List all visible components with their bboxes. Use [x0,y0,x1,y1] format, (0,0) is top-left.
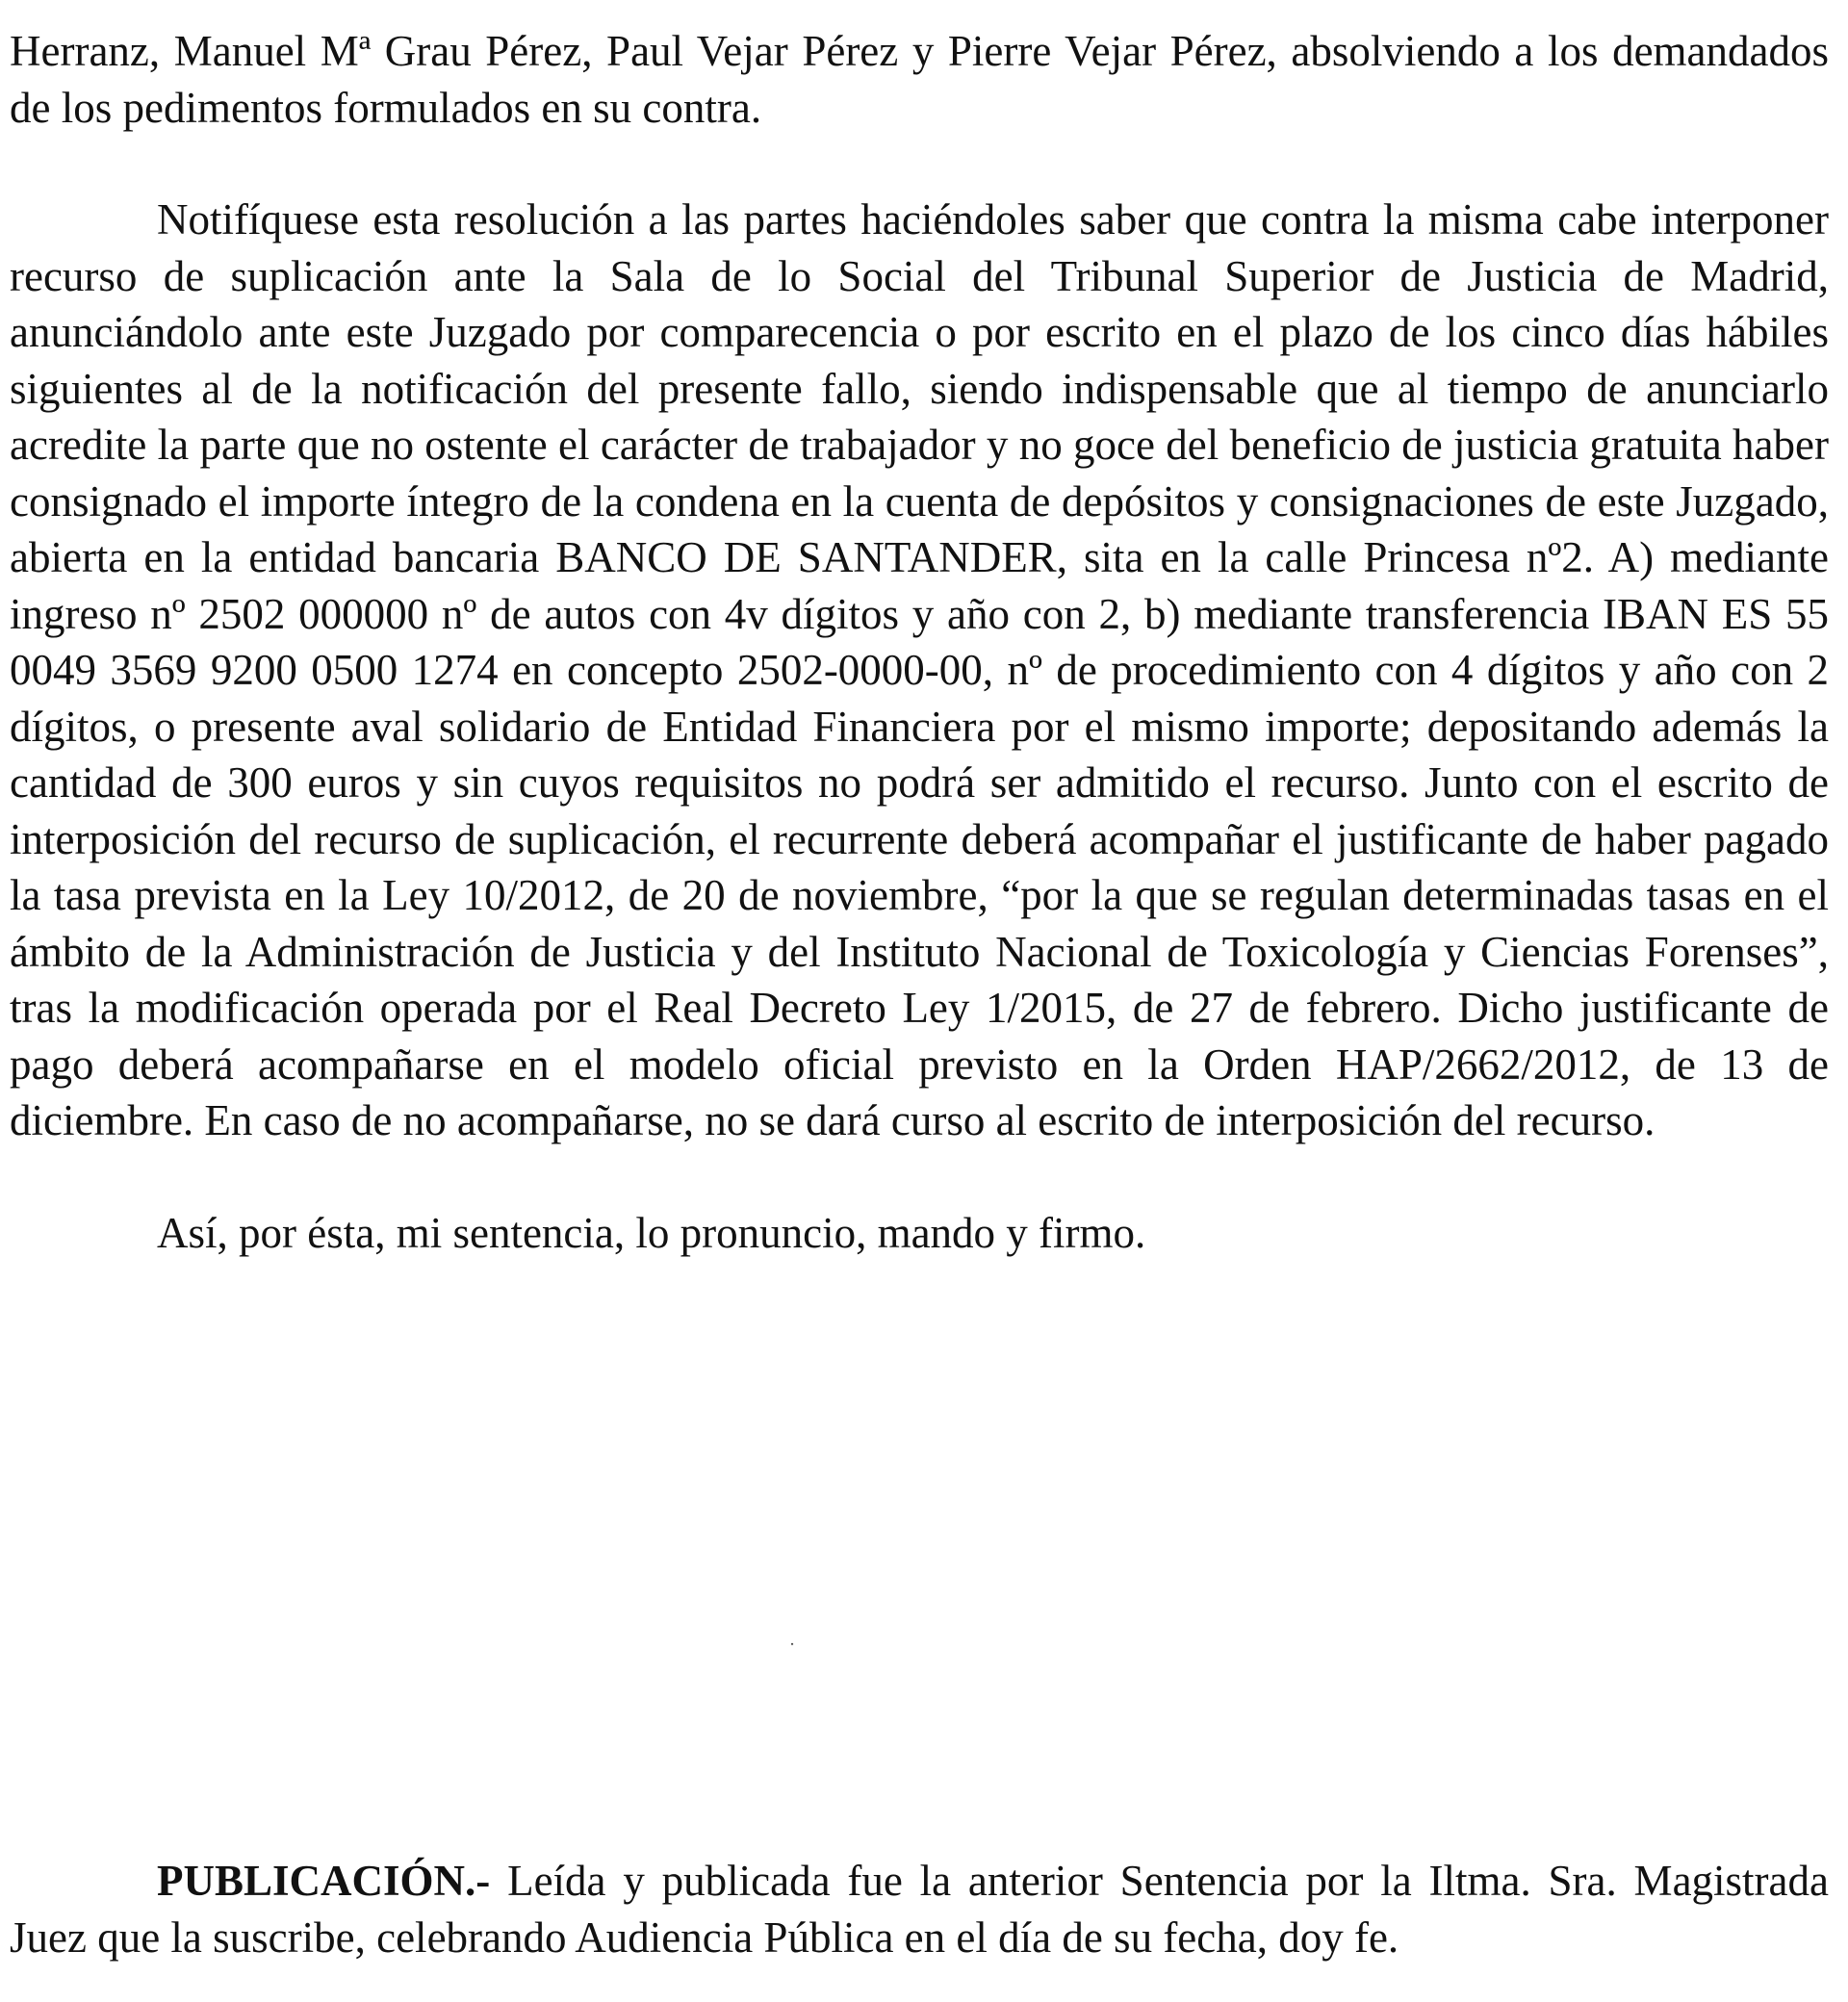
document-body [10,23,1829,1261]
publication-paragraph [10,1853,1829,1965]
publication-heading: PUBLICACIÓN.- [157,1857,491,1905]
signature-formula-paragraph: Así, por ésta, mi sentencia, lo pronuncio, mando y firmo. [157,1208,1146,1257]
publication-text: Leída y publicada fue la anterior Sentencia por la Iltma. Sra. Magistrada Juez que la suscribe, celebrando Audiencia Pública en el día de su fecha, doy fe. [10,1857,1829,1962]
appeal-notice-paragraph: Notifíquese esta resolución a las partes haciéndoles saber que contra la misma cabe interponer recurso de suplicación ante la Sala de lo Social del Tribunal Superior de Justicia de Madrid, anunciándolo ante este Juzgado por comparecencia o por escrito en el plazo de los cinco días hábiles siguientes al de la notificación del presente fallo, siendo indispensable que al tiempo de anunciarlo acredite la parte que no ostente el carácter de trabajador y no goce del beneficio de justicia gratuita haber consignado el importe íntegro de la condena en la cuenta de depósitos y consignaciones de este Juzgado, abierta en la entidad bancaria BANCO DE SANTANDER, sita en la calle Princesa nº2. A) mediante ingreso nº 2502 000000 nº de autos con 4v dígitos y año con 2, b) mediante transferencia IBAN ES 55 0049 3569 9200 0500 1274 en concepto 2502-0000-00, nº de procedimiento con 4 dígitos y año con 2 dígitos, o presente aval solidario de Entidad Financiera por el mismo importe; depositando además la cantidad de 300 euros y sin cuyos requisitos no podrá ser admitido el recurso. Junto con el escrito de interposición del recurso de suplicación, el recurrente deberá acompañar el justificante de haber pagado la tasa prevista en la Ley 10/2012, de 20 de noviembre, “por la que se regulan determinadas tasas en el ámbito de la Administración de Justicia y del Instituto Nacional de Toxicología y Ciencias Forenses”, tras la modificación operada por el Real Decreto Ley 1/2015, de 27 de febrero. Dicho justificante de pago deberá acompañarse en el modelo oficial previsto en la Orden HAP/2662/2012, de 13 de diciembre. En caso de no acompañarse, no se dará curso al escrito de interposición del recurso. [10,195,1829,1144]
stray-mark: ⸼ [791,1630,795,1646]
judgment-closing-paragraph: Herranz, Manuel Mª Grau Pérez, Paul Vejar Pérez y Pierre Vejar Pérez, absolviendo a los demandados de los pedimentos formulados en su contra. [10,27,1829,132]
